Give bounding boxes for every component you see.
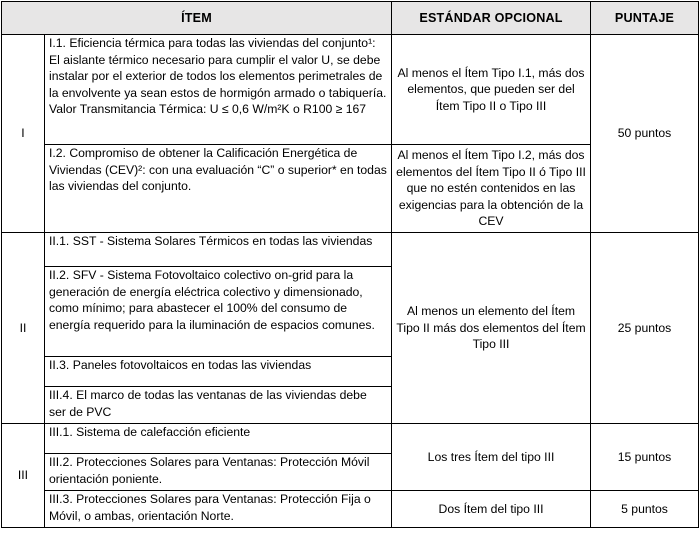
header-item: ÍTEM: [2, 2, 392, 35]
score-group-i: 50 puntos: [591, 35, 699, 233]
item-iii-1: III.1. Sistema de calefacción eficiente: [45, 424, 392, 454]
header-row: [2, 2, 699, 35]
item-ii-3: II.3. Paneles fotovoltaicos en todas las viviendas: [45, 357, 392, 387]
standard-iii-2: Dos Ítem del tipo III: [392, 491, 591, 528]
standard-i-2: Al menos el Ítem Tipo I.2, más dos elementos del Ítem Tipo II ó Tipo III que no estén contenidos en las exigencias para la obtención de la CEV: [392, 145, 591, 233]
table-row: [2, 233, 699, 267]
standards-table: [1, 1, 699, 528]
standard-i-1: Al menos el Ítem Tipo I.1, más dos elementos, que pueden ser del Ítem Tipo II o Tipo III: [392, 35, 591, 145]
group-label-iii: III: [2, 424, 45, 528]
item-ii-2: II.2. SFV - Sistema Fotovoltaico colectivo on-grid para la generación de energía eléctrica colectivo y dimensionado, como mínimo; para abastecer el 100% del consumo de energía requerido para la iluminación de espacios comunes.: [45, 267, 392, 357]
group-label-i: I: [2, 35, 45, 233]
item-iii-3: III.3. Protecciones Solares para Ventanas: Protección Fija o Móvil, o ambas, orientación Norte.: [45, 491, 392, 528]
item-ii-4: III.4. El marco de todas las ventanas de las viviendas debe ser de PVC: [45, 387, 392, 424]
standard-iii-1: Los tres Ítem del tipo III: [392, 424, 591, 491]
standard-ii: Al menos un elemento del Ítem Tipo II más dos elementos del Ítem Tipo III: [392, 233, 591, 424]
item-i-2: I.2. Compromiso de obtener la Calificación Energética de Viviendas (CEV)²: con una evaluación “C” o superior* en todas las viviendas del conjunto.: [45, 145, 392, 233]
item-i-1: I.1. Eficiencia térmica para todas las viviendas del conjunto¹: El aislante térmico necesario para cumplir el valor U, se debe instalar por el exterior de todos los elementos perimetrales de la envolvente ya sean estos de hormigón armado o tabiquería. Valor Transmitancia Térmica: U ≤ 0,6 W/m²K o R100 ≥ 167: [45, 35, 392, 145]
item-ii-1: II.1. SST - Sistema Solares Térmicos en todas las viviendas: [45, 233, 392, 267]
score-group-iii-2: 5 puntos: [591, 491, 699, 528]
score-group-iii-1: 15 puntos: [591, 424, 699, 491]
score-group-ii: 25 puntos: [591, 233, 699, 424]
table-row: [2, 35, 699, 145]
header-score: PUNTAJE: [591, 2, 699, 35]
header-optional-standard: ESTÁNDAR OPCIONAL: [392, 2, 591, 35]
group-label-ii: II: [2, 233, 45, 424]
table-row: [2, 424, 699, 454]
item-iii-2: III.2. Protecciones Solares para Ventanas: Protección Móvil orientación poniente.: [45, 454, 392, 491]
table-row: [2, 491, 699, 528]
